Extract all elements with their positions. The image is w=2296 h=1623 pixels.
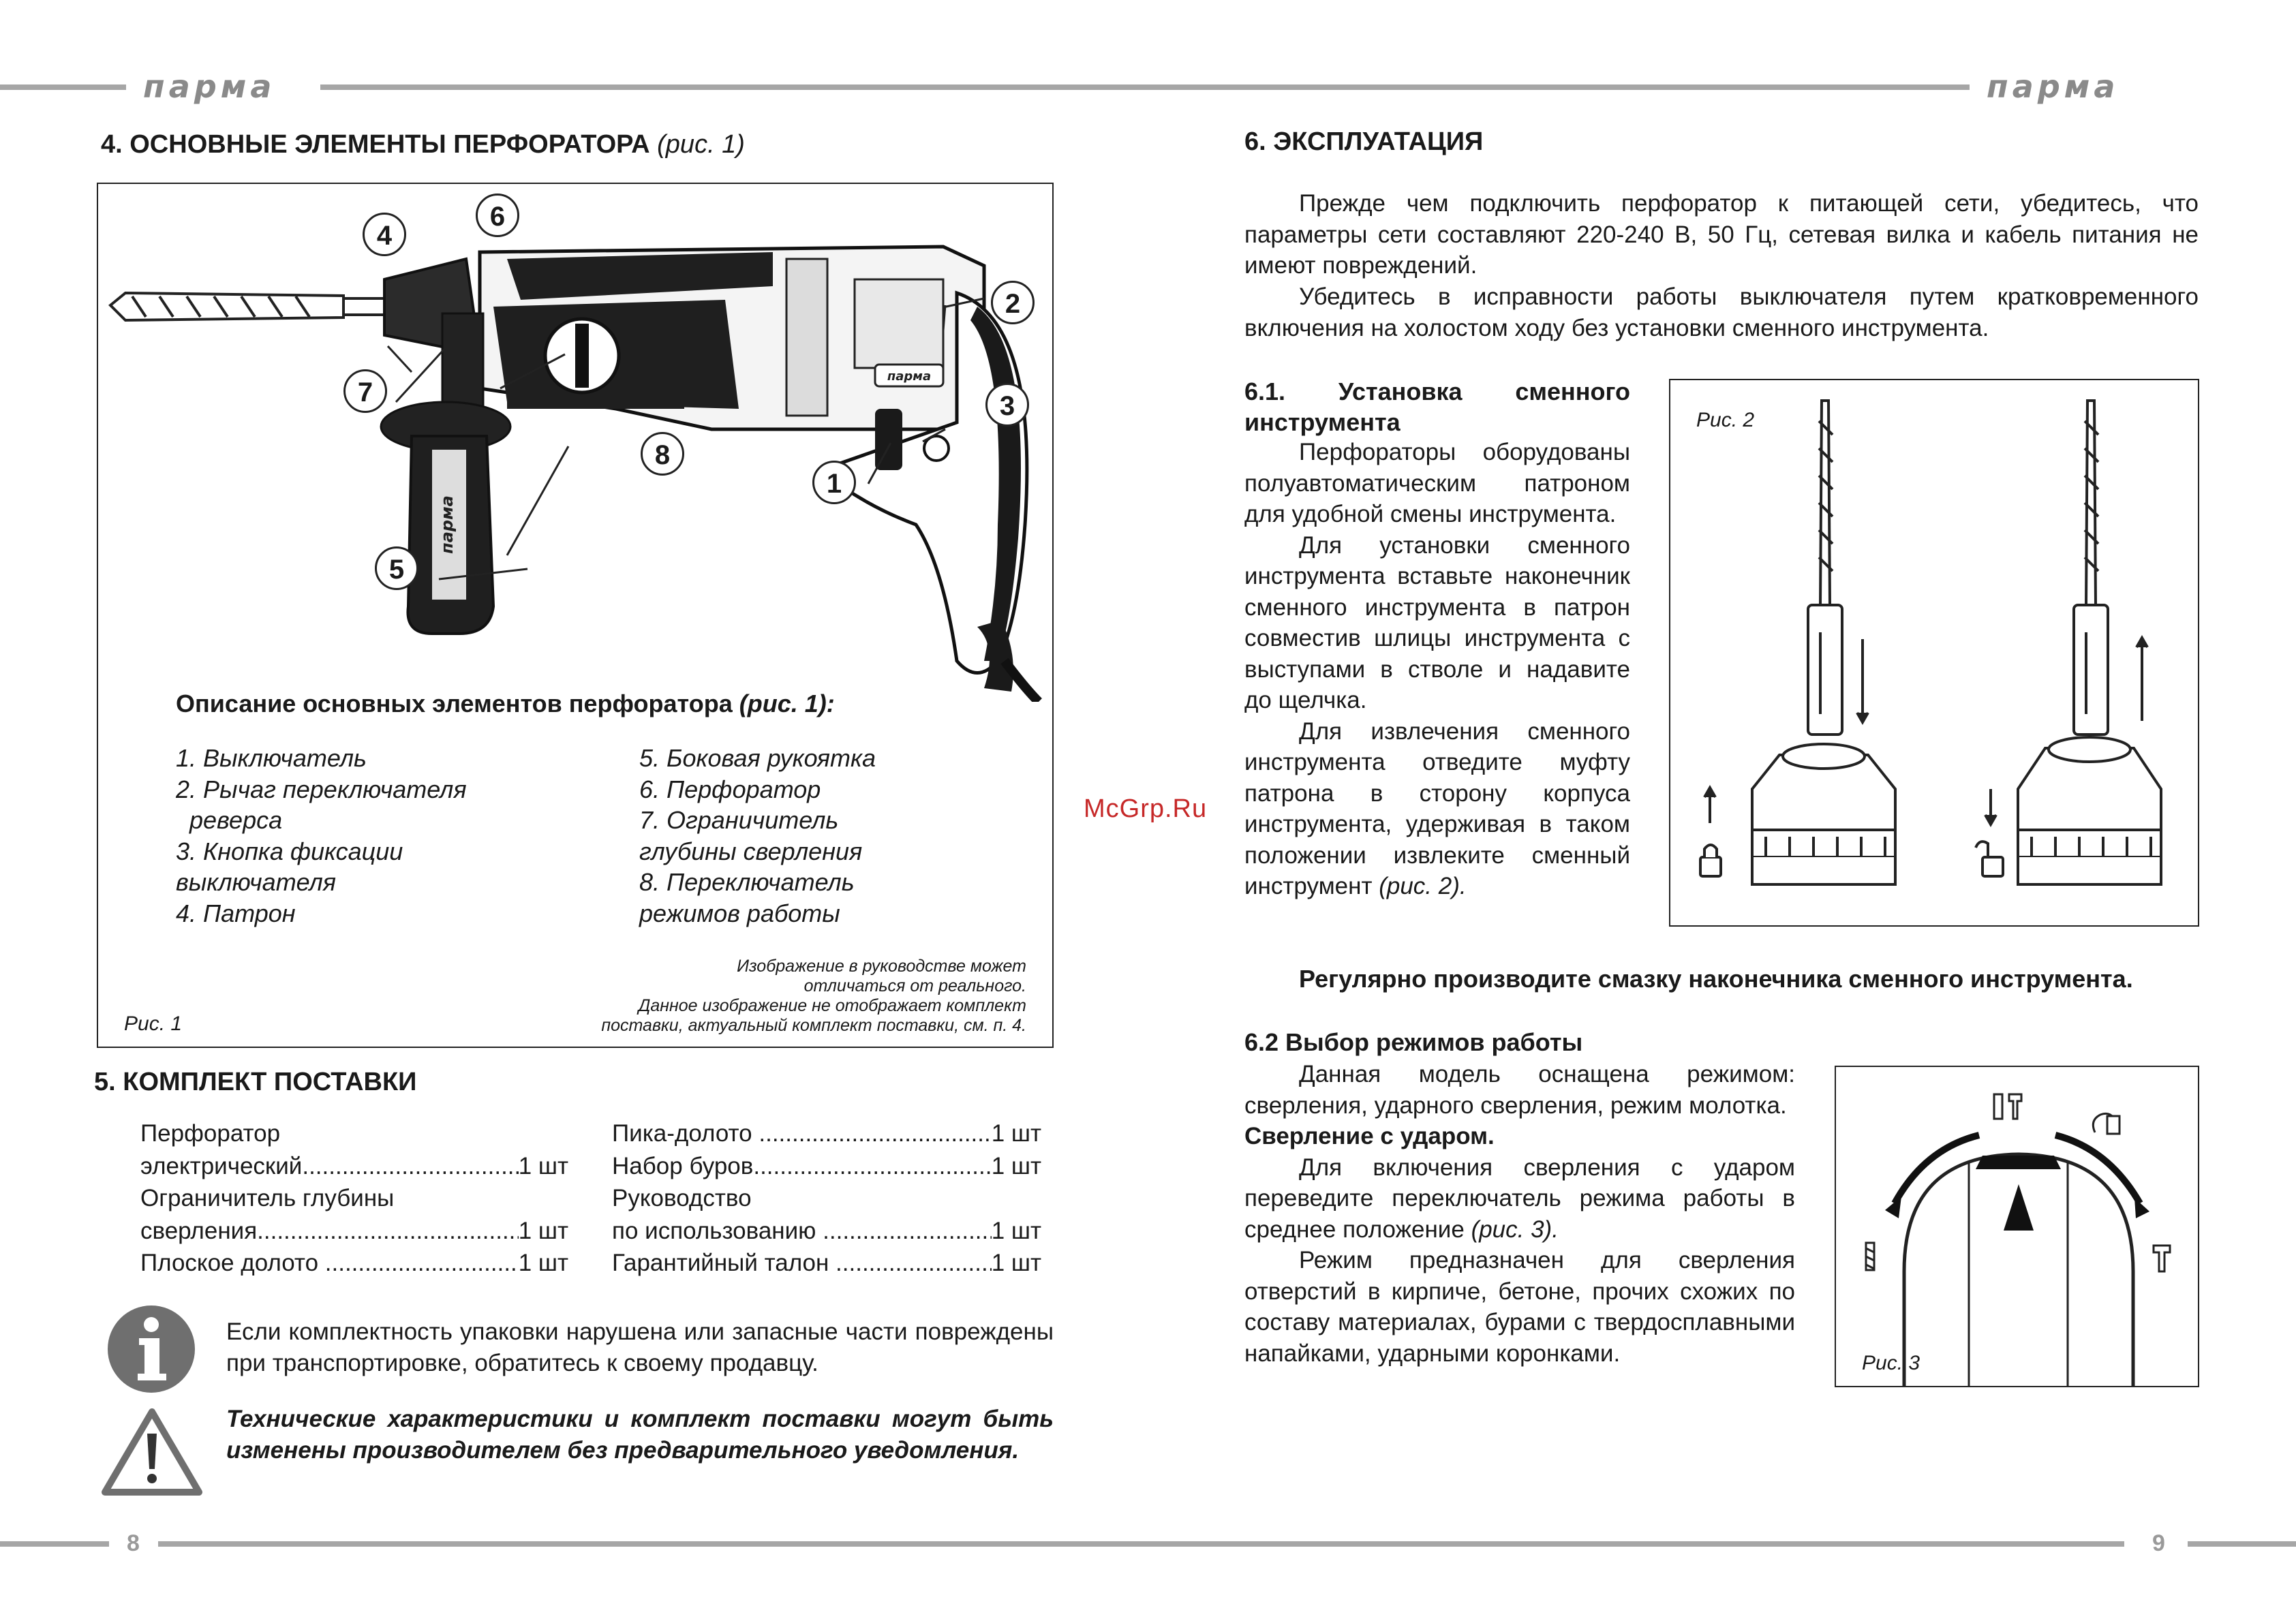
kit-item-qty: 1 шт: [991, 1250, 1041, 1276]
watermark: McGrp.Ru: [1084, 794, 1208, 823]
footer-rule-center: [158, 1541, 2124, 1547]
figure-1-disclaimer: [481, 957, 1026, 1036]
element-item: 8. Переключатель: [639, 868, 855, 896]
section61-paragraph-1: Перфораторы оборудованы полуавтоматическим патроном для удобной смены инструмента.: [1244, 439, 1630, 527]
lock-open-icon: [1976, 789, 2003, 876]
kit-item: [612, 1150, 1041, 1183]
section6-paragraph-1: Прежде чем подключить перфоратор к питающей сети, убедитесь, что параметры сети составляют 220-240 В, 50 Гц, сетевая вилка и кабель питания не имеют повреждений.: [1244, 190, 2199, 279]
footer-rule-left: [0, 1541, 109, 1547]
kit-item-qty: 1 шт: [518, 1152, 568, 1179]
kit-item: Ограничитель глубины: [140, 1185, 395, 1211]
kit-item: [612, 1215, 1041, 1248]
callout-8: 8: [641, 432, 684, 476]
kit-item-label: электрический: [140, 1152, 303, 1179]
element-item: выключателя: [176, 868, 337, 896]
callout-3: 3: [985, 383, 1029, 427]
drill-bit: [110, 293, 384, 320]
element-item: 7. Ограничитель: [639, 806, 839, 834]
kit-item: [140, 1150, 568, 1183]
section62-paragraph-1: Данная модель оснащена режимом: сверления, ударного сверления, режим молотка.: [1244, 1061, 1795, 1119]
section62-subtitle: Сверление с ударом.: [1244, 1123, 1495, 1149]
section61-paragraph-3: [1244, 716, 1630, 902]
section62-title: 6.2 Выбор режимов работы: [1244, 1028, 1583, 1056]
info-icon: [105, 1303, 198, 1395]
figure-3-box: [1835, 1066, 2199, 1387]
brand-logo-right: парма: [1987, 68, 2119, 105]
callout-1: 1: [812, 461, 856, 504]
section61-paragraph-2: Для установки сменного инструмента вставьте наконечник сменного инструмента в патрон совместив шлицы инструмента с выступами в стволе и надавите до щелчка.: [1244, 531, 1630, 713]
desc-title-text: Описание основных элементов перфоратора: [176, 690, 733, 717]
remove-bit-right: [2018, 401, 2161, 884]
callout-7: 7: [343, 369, 387, 413]
section61-body: [1244, 437, 1630, 902]
figure-1-box: [97, 183, 1054, 1048]
figure-2-box: [1669, 379, 2199, 927]
section4-title: [101, 129, 745, 161]
desc-title-ref: (рис. 1):: [739, 690, 835, 717]
section62-paragraph-3: Режим предназначен для сверления отверстий в кирпиче, бетоне, прочих схожих по составу материалах, бурами с твердосплавными напайками, ударными коронками.: [1244, 1247, 1795, 1367]
lock-closed-icon: [1700, 788, 1721, 876]
hammer-drill-mode-icon: [1994, 1094, 2021, 1119]
kit-item-label: сверления: [140, 1217, 258, 1244]
warning-icon: [101, 1406, 203, 1498]
element-item: 1. Выключатель: [176, 744, 367, 772]
section62-paragraph-2: [1244, 1152, 1795, 1246]
section5-title: 5. КОМПЛЕКТ ПОСТАВКИ: [94, 1068, 417, 1096]
disclaimer-line: поставки, актуальный комплект поставки, см. п. 4.: [601, 1016, 1026, 1035]
page-number-left: 8: [127, 1530, 140, 1556]
section4-title-text: 4. ОСНОВНЫЕ ЭЛЕМЕНТЫ ПЕРФОРАТОРА: [101, 130, 650, 159]
section4-title-ref: (рис. 1): [657, 130, 745, 159]
footer-rule-right: [2188, 1541, 2296, 1547]
callout-4: 4: [363, 213, 406, 256]
kit-item: Перфоратор: [140, 1120, 281, 1147]
kit-item: [140, 1215, 568, 1248]
kit-list-right: [612, 1117, 1041, 1280]
section6-paragraph-2: Убедитесь в исправности работы выключателя путем кратковременного включения на холостом ходу без установки сменного инструмента.: [1244, 283, 2199, 341]
page-number-right: 9: [2152, 1530, 2165, 1556]
side-handle-brand: парма: [438, 495, 457, 554]
figure-3-caption: Рис. 3: [1862, 1352, 1920, 1374]
kit-item-label: Плоское долото: [140, 1250, 325, 1276]
element-item: 6. Перфоратор: [639, 775, 821, 803]
kit-item-qty: 1 шт: [991, 1217, 1041, 1244]
element-item: реверса: [176, 806, 283, 834]
mode-selector-illustration: [1836, 1067, 2198, 1386]
trigger-graphic: [875, 409, 902, 470]
kit-item-qty: 1 шт: [518, 1250, 568, 1276]
kit-item: [612, 1117, 1041, 1150]
drill-mode-icon: [1866, 1243, 1874, 1270]
info-text: Если комплектность упаковки нарушена или запасные части повреждены при транспортировке, обратитесь к своему продавцу.: [226, 1318, 1054, 1376]
element-list-left: [176, 743, 612, 929]
kit-item: [140, 1247, 568, 1280]
section61-paragraph-3-ref: (рис. 2).: [1379, 873, 1467, 899]
kit-item-qty: 1 шт: [991, 1152, 1041, 1179]
figure-1-caption: Рис. 1: [124, 1013, 183, 1035]
element-list-right: [639, 743, 1021, 929]
header-rule-left-a: [0, 84, 126, 90]
figure-2-caption: Рис. 2: [1696, 409, 1755, 431]
kit-list-left: [140, 1117, 568, 1280]
section62-paragraph-2-text: Для включения сверления с ударом переведите переключатель режима работы в среднее положение: [1244, 1154, 1795, 1243]
kit-item-qty: 1 шт: [518, 1217, 568, 1244]
kit-item-label: Гарантийный талон: [612, 1250, 836, 1276]
element-item: режимов работы: [639, 899, 840, 927]
section62-body: [1244, 1059, 1795, 1369]
element-item: глубины сверления: [639, 837, 863, 865]
element-item: 5. Боковая рукоятка: [639, 744, 876, 772]
element-item: 3. Кнопка фиксации: [176, 837, 403, 865]
hammer-drill-illustration: [98, 184, 1052, 702]
drill-brand-label: парма: [887, 369, 932, 384]
kit-item-qty: 1 шт: [991, 1120, 1041, 1147]
element-item: 2. Рычаг переключателя: [176, 775, 467, 803]
section6-title: 6. ЭКСПЛУАТАЦИЯ: [1244, 127, 1484, 156]
hammer-mode-icon: [2154, 1246, 2170, 1271]
bit-insertion-illustration: [1670, 380, 2198, 925]
section61-title: 6.1. Установка сменного инструмента: [1244, 377, 1630, 436]
kit-item-label: Набор буров: [612, 1152, 754, 1179]
kit-item-label: Пика-долото: [612, 1120, 759, 1147]
lubrication-note: Регулярно производите смазку наконечника сменного инструмента.: [1299, 965, 2133, 993]
header-rule-center: [320, 84, 1970, 90]
insert-bit-left: [1752, 401, 1895, 884]
brand-logo-left: парма: [143, 68, 276, 105]
disclaimer-line: Изображение в руководстве может: [737, 957, 1026, 976]
section62-paragraph-2-ref: (рис. 3).: [1471, 1216, 1559, 1243]
disclaimer-line: отличаться от реального.: [803, 976, 1026, 995]
section61-paragraph-3-text: Для извлечения сменного инструмента отведите муфту патрона в сторону корпуса инструмента, удерживая в таком положении извлеките сменный инструмент: [1244, 717, 1630, 899]
element-item: 4. Патрон: [176, 899, 296, 927]
warning-text: Технические характеристики и комплект поставки могут быть изменены производителем без предварительного уведомления.: [226, 1406, 1054, 1464]
rotation-lock-icon: [2093, 1113, 2119, 1134]
disclaimer-line: Данное изображение не отображает комплект: [638, 996, 1026, 1015]
kit-item: Руководство: [612, 1185, 752, 1211]
callout-6: 6: [476, 194, 519, 237]
kit-item-label: по использованию: [612, 1217, 823, 1244]
figure-1-description-title: [176, 690, 835, 718]
callout-2: 2: [991, 281, 1035, 324]
callout-5: 5: [375, 546, 418, 590]
kit-item: [612, 1247, 1041, 1280]
